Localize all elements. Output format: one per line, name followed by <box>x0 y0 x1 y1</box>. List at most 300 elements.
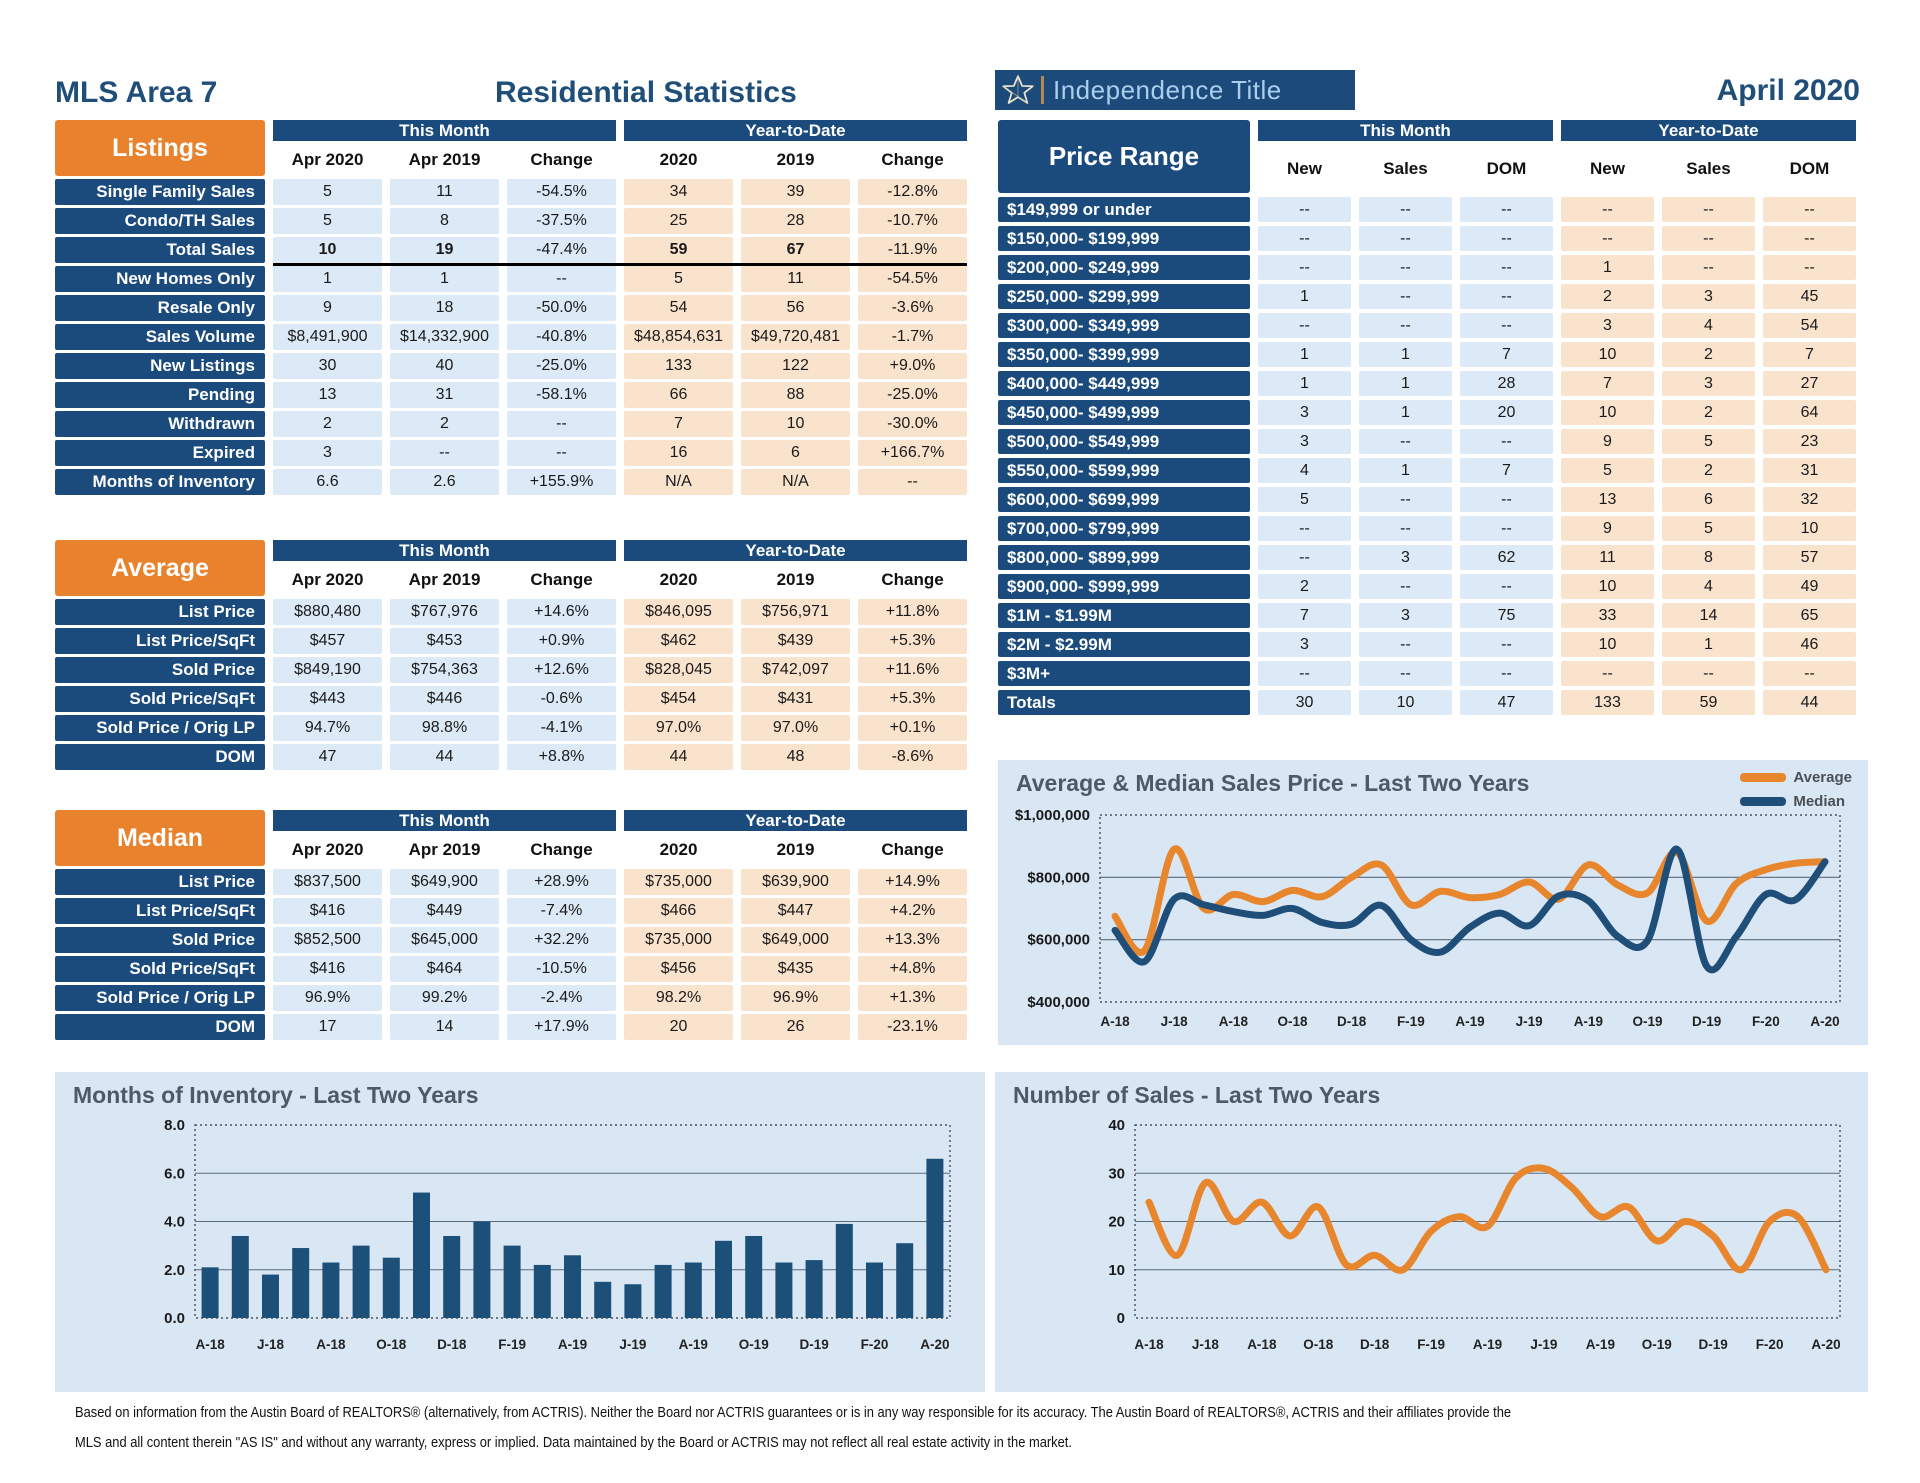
price_range-cell: 13 <box>1561 487 1654 512</box>
price_range-cell: 5 <box>1662 516 1755 541</box>
price_range-column-header: Sales <box>1383 159 1428 178</box>
svg-text:F-20: F-20 <box>1755 1337 1784 1352</box>
average-section-label: Average <box>55 540 265 596</box>
average-cell: $880,480 <box>273 599 382 625</box>
average-cell: -8.6% <box>858 744 967 770</box>
svg-text:6.0: 6.0 <box>164 1165 185 1183</box>
price_range-cell: 5 <box>1561 458 1654 483</box>
price_range-cell: 54 <box>1763 313 1856 338</box>
average-row-label: Sold Price/SqFt <box>55 686 265 712</box>
price_range-cell: -- <box>1359 226 1452 251</box>
median-cell: +32.2% <box>507 927 616 953</box>
svg-text:D-19: D-19 <box>799 1337 829 1352</box>
svg-text:O-18: O-18 <box>376 1337 407 1352</box>
price_range-row-label: $900,000- $999,999 <box>998 574 1250 599</box>
price_range-cell: -- <box>1460 487 1553 512</box>
price_range-row-label: $550,000- $599,999 <box>998 458 1250 483</box>
price_range-cell: 49 <box>1763 574 1856 599</box>
listings-cell: +155.9% <box>507 469 616 495</box>
price_range-cell: -- <box>1359 197 1452 222</box>
median-cell: $639,900 <box>741 869 850 895</box>
average-cell: +0.1% <box>858 715 967 741</box>
svg-text:J-19: J-19 <box>1530 1337 1558 1352</box>
price_range-row-label: $700,000- $799,999 <box>998 516 1250 541</box>
listings-cell: -25.0% <box>507 353 616 379</box>
median-cell: 17 <box>273 1014 382 1040</box>
average-cell: 97.0% <box>741 715 850 741</box>
listings-column-header: Apr 2020 <box>291 150 364 169</box>
median-cell: $435 <box>741 956 850 982</box>
listings-cell: 30 <box>273 353 382 379</box>
listings-row-label: New Listings <box>55 353 265 379</box>
price_range-cell: -- <box>1359 313 1452 338</box>
median-row-label: List Price/SqFt <box>55 898 265 924</box>
price_range-cell: 2 <box>1662 342 1755 367</box>
listings-cell: 3 <box>273 440 382 466</box>
listings-cell: -11.9% <box>858 237 967 263</box>
legend-label-average: Average <box>1793 769 1852 786</box>
listings-cell: 16 <box>624 440 733 466</box>
price_range-row-label: $450,000- $499,999 <box>998 400 1250 425</box>
listings-cell: 6.6 <box>273 469 382 495</box>
median-cell: +4.2% <box>858 898 967 924</box>
average-cell: 97.0% <box>624 715 733 741</box>
price_range-column-header: New <box>1287 159 1322 178</box>
listings-cell: -47.4% <box>507 237 616 263</box>
price_range-cell: 11 <box>1561 545 1654 570</box>
svg-text:A-18: A-18 <box>195 1337 225 1352</box>
listings-cell: $8,491,900 <box>273 324 382 350</box>
price_range-section-label: Price Range <box>998 120 1250 193</box>
svg-text:O-19: O-19 <box>738 1337 769 1352</box>
price_range-cell: -- <box>1561 226 1654 251</box>
price_range-cell: -- <box>1460 516 1553 541</box>
price_range-cell: -- <box>1359 632 1452 657</box>
price_range-cell: -- <box>1460 226 1553 251</box>
listings-cell: -- <box>507 440 616 466</box>
svg-text:F-19: F-19 <box>498 1337 526 1352</box>
price_range-cell: 46 <box>1763 632 1856 657</box>
price_range-cell: 7 <box>1561 371 1654 396</box>
price_range-column-header: DOM <box>1789 159 1830 178</box>
price_range-row-label: $3M+ <box>998 661 1250 686</box>
median-cell: 20 <box>624 1014 733 1040</box>
listings-cell: -- <box>858 469 967 495</box>
average-group-header: Year-to-Date <box>624 540 967 561</box>
price-chart-title: Average & Median Sales Price - Last Two Years <box>1016 770 1530 796</box>
price_range-row-label: $500,000- $549,999 <box>998 429 1250 454</box>
price_range-column-header: New <box>1590 159 1625 178</box>
svg-text:O-18: O-18 <box>1277 1014 1308 1029</box>
average-cell: $454 <box>624 686 733 712</box>
average-cell: +0.9% <box>507 628 616 654</box>
svg-text:J-19: J-19 <box>619 1337 647 1352</box>
price_range-cell: -- <box>1258 516 1351 541</box>
median-cell: $852,500 <box>273 927 382 953</box>
svg-text:A-20: A-20 <box>1810 1014 1840 1029</box>
report-period: April 2020 <box>1716 74 1860 107</box>
avg-median-price-chart <box>998 760 1868 1045</box>
average-cell: 44 <box>390 744 499 770</box>
median-cell: 14 <box>390 1014 499 1040</box>
legend-label-median: Median <box>1793 793 1846 810</box>
median-cell: -7.4% <box>507 898 616 924</box>
price_range-cell: 7 <box>1763 342 1856 367</box>
logo-divider <box>1041 76 1044 104</box>
listings-cell: 9 <box>273 295 382 321</box>
median-row-label: Sold Price/SqFt <box>55 956 265 982</box>
median-cell: $645,000 <box>390 927 499 953</box>
price_range-cell: -- <box>1258 313 1351 338</box>
average-cell: $446 <box>390 686 499 712</box>
average-column-header: Change <box>881 570 944 589</box>
price_range-cell: -- <box>1258 255 1351 280</box>
svg-text:A-18: A-18 <box>1100 1014 1130 1029</box>
listings-row-label: Total Sales <box>55 237 265 263</box>
price_range-cell: 57 <box>1763 545 1856 570</box>
median-row-label: Sold Price / Orig LP <box>55 985 265 1011</box>
median-section-label: Median <box>55 810 265 866</box>
average-cell: 98.8% <box>390 715 499 741</box>
average-cell: $431 <box>741 686 850 712</box>
inventory-chart-title: Months of Inventory - Last Two Years <box>73 1082 479 1108</box>
average-cell: +14.6% <box>507 599 616 625</box>
median-cell: -23.1% <box>858 1014 967 1040</box>
listings-cell: 5 <box>273 179 382 205</box>
svg-text:F-20: F-20 <box>1751 1014 1780 1029</box>
listings-cell: -10.7% <box>858 208 967 234</box>
price_range-cell: 10 <box>1561 632 1654 657</box>
listings-column-header: Change <box>530 150 593 169</box>
listings-row-label: Resale Only <box>55 295 265 321</box>
price_range-cell: 3 <box>1258 400 1351 425</box>
listings-cell: -54.5% <box>507 179 616 205</box>
price_range-cell: 9 <box>1561 516 1654 541</box>
price_range-cell: 10 <box>1561 342 1654 367</box>
price_range-cell: -- <box>1662 661 1755 686</box>
listings-cell: -1.7% <box>858 324 967 350</box>
median-column-header: Apr 2019 <box>408 840 481 859</box>
price_range-row-label: $149,999 or under <box>998 197 1250 222</box>
listings-cell: 8 <box>390 208 499 234</box>
price_range-cell: 3 <box>1258 632 1351 657</box>
average-cell: -4.1% <box>507 715 616 741</box>
price_range-cell: -- <box>1359 487 1452 512</box>
average-cell: $846,095 <box>624 599 733 625</box>
independence-title-logo <box>995 70 1355 110</box>
price_range-cell: 62 <box>1460 545 1553 570</box>
average-cell: $443 <box>273 686 382 712</box>
median-cell: 96.9% <box>273 985 382 1011</box>
median-cell: $464 <box>390 956 499 982</box>
listings-cell: 39 <box>741 179 850 205</box>
median-cell: 99.2% <box>390 985 499 1011</box>
price_range-cell: -- <box>1359 574 1452 599</box>
average-column-header: Change <box>530 570 593 589</box>
price_range-row-label: $250,000- $299,999 <box>998 284 1250 309</box>
disclaimer-line-1: Based on information from the Austin Board of REALTORS® (alternatively, from ACTRIS). Neither the Board nor ACTRIS guarantees or is in any way responsible for its accuracy. The Austin Board of REALTORS®, ACTRIS and their affiliates provide the <box>75 1404 1512 1421</box>
average-cell: +5.3% <box>858 686 967 712</box>
listings-group-header: This Month <box>273 120 616 141</box>
price_range-cell: 1 <box>1662 632 1755 657</box>
listings-cell: -40.8% <box>507 324 616 350</box>
listings-cell: 2 <box>273 411 382 437</box>
median-row-label: DOM <box>55 1014 265 1040</box>
price_range-cell: 44 <box>1763 690 1856 715</box>
price_range-row-label: $200,000- $249,999 <box>998 255 1250 280</box>
median-grid <box>55 810 967 1040</box>
listings-column-header: Change <box>881 150 944 169</box>
listings-cell: 133 <box>624 353 733 379</box>
listings-cell: 1 <box>273 266 382 292</box>
listings-row-label: Withdrawn <box>55 411 265 437</box>
price_range-cell: 30 <box>1258 690 1351 715</box>
svg-text:A-19: A-19 <box>1472 1337 1503 1352</box>
listings-cell: -54.5% <box>858 266 967 292</box>
svg-text:D-19: D-19 <box>1692 1014 1722 1029</box>
svg-text:F-19: F-19 <box>1417 1337 1445 1352</box>
svg-text:A-19: A-19 <box>557 1337 588 1352</box>
svg-text:O-18: O-18 <box>1303 1337 1334 1352</box>
listings-cell: 54 <box>624 295 733 321</box>
listings-cell: 18 <box>390 295 499 321</box>
median-cell: $416 <box>273 898 382 924</box>
listings-cell: -58.1% <box>507 382 616 408</box>
svg-text:A-20: A-20 <box>920 1337 950 1352</box>
average-row-label: List Price/SqFt <box>55 628 265 654</box>
disclaimer-text <box>75 1398 1511 1458</box>
price_range-cell: -- <box>1561 661 1654 686</box>
price_range-row-label: $800,000- $899,999 <box>998 545 1250 570</box>
price_range-cell: 1 <box>1359 458 1452 483</box>
svg-text:A-20: A-20 <box>1811 1337 1841 1352</box>
average-column-header: 2020 <box>659 570 698 589</box>
listings-cell: -50.0% <box>507 295 616 321</box>
average-cell: 44 <box>624 744 733 770</box>
average-cell: $453 <box>390 628 499 654</box>
price_range-cell: 20 <box>1460 400 1553 425</box>
svg-text:10: 10 <box>1108 1261 1125 1279</box>
price_range-cell: 64 <box>1763 400 1856 425</box>
price_range-cell: 3 <box>1258 429 1351 454</box>
average-cell: +12.6% <box>507 657 616 683</box>
price_range-cell: 14 <box>1662 603 1755 628</box>
price_range-cell: 1 <box>1258 284 1351 309</box>
logo-text: Independence Title <box>1053 74 1282 105</box>
listings-cell: -30.0% <box>858 411 967 437</box>
price_range-cell: -- <box>1359 429 1452 454</box>
listings-cell: 11 <box>741 266 850 292</box>
listings-cell: 11 <box>390 179 499 205</box>
price_range-cell: 2 <box>1662 400 1755 425</box>
average-cell: -0.6% <box>507 686 616 712</box>
median-cell: -2.4% <box>507 985 616 1011</box>
price_range-cell: 45 <box>1763 284 1856 309</box>
svg-text:$400,000: $400,000 <box>1027 994 1090 1011</box>
price_range-cell: -- <box>1359 516 1452 541</box>
listings-cell: 10 <box>741 411 850 437</box>
price_range-cell: 4 <box>1662 574 1755 599</box>
median-cell: $735,000 <box>624 927 733 953</box>
svg-text:A-19: A-19 <box>1455 1014 1485 1029</box>
listings-grid <box>55 120 967 495</box>
median-column-header: 2020 <box>659 840 698 859</box>
listings-cell: 5 <box>624 266 733 292</box>
listings-cell: -- <box>507 266 616 292</box>
price_range-cell: 1 <box>1258 371 1351 396</box>
price_range-cell: 3 <box>1662 371 1755 396</box>
price_range-row-label: Totals <box>998 690 1250 715</box>
average-column-header: Apr 2020 <box>291 570 364 589</box>
listings-cell: 67 <box>741 237 850 263</box>
svg-text:O-19: O-19 <box>1641 1337 1672 1352</box>
listings-group-header: Year-to-Date <box>624 120 967 141</box>
price_range-cell: 47 <box>1460 690 1553 715</box>
price_range-cell: 10 <box>1561 574 1654 599</box>
listings-cell: 66 <box>624 382 733 408</box>
svg-text:J-18: J-18 <box>1191 1337 1219 1352</box>
svg-text:30: 30 <box>1108 1165 1125 1183</box>
svg-text:A-18: A-18 <box>1247 1337 1277 1352</box>
price_range-cell: 1 <box>1561 255 1654 280</box>
svg-text:F-20: F-20 <box>860 1337 889 1352</box>
price_range-row-label: $2M - $2.99M <box>998 632 1250 657</box>
listings-cell: -- <box>507 411 616 437</box>
price_range-cell: -- <box>1460 429 1553 454</box>
price_range-cell: 33 <box>1561 603 1654 628</box>
listings-total-divider <box>273 263 967 266</box>
price_range-row-label: $300,000- $349,999 <box>998 313 1250 338</box>
median-cell: +17.9% <box>507 1014 616 1040</box>
price_range-cell: 3 <box>1359 545 1452 570</box>
price_range-cell: -- <box>1359 255 1452 280</box>
svg-text:A-18: A-18 <box>1218 1014 1248 1029</box>
listings-row-label: New Homes Only <box>55 266 265 292</box>
average-column-header: 2019 <box>776 570 815 589</box>
svg-text:A-19: A-19 <box>678 1337 708 1352</box>
price_range-cell: 5 <box>1662 429 1755 454</box>
price_range-group-header: This Month <box>1258 120 1553 141</box>
listings-row-label: Single Family Sales <box>55 179 265 205</box>
price_range-cell: 1 <box>1359 342 1452 367</box>
price_range-cell: -- <box>1460 661 1553 686</box>
price_range-cell: 7 <box>1258 603 1351 628</box>
price_range-cell: 28 <box>1460 371 1553 396</box>
svg-text:D-18: D-18 <box>437 1337 467 1352</box>
listings-cell: 56 <box>741 295 850 321</box>
price_range-cell: -- <box>1561 197 1654 222</box>
median-column-header: Change <box>881 840 944 859</box>
sales-chart-title: Number of Sales - Last Two Years <box>1013 1082 1381 1108</box>
median-cell: $449 <box>390 898 499 924</box>
svg-text:40: 40 <box>1108 1117 1125 1134</box>
svg-text:O-19: O-19 <box>1632 1014 1663 1029</box>
listings-cell: -- <box>390 440 499 466</box>
svg-text:0: 0 <box>1116 1310 1125 1327</box>
median-column-header: 2019 <box>776 840 815 859</box>
median-cell: $416 <box>273 956 382 982</box>
svg-text:A-18: A-18 <box>316 1337 346 1352</box>
median-cell: +28.9% <box>507 869 616 895</box>
price_range-cell: 2 <box>1258 574 1351 599</box>
listings-cell: 34 <box>624 179 733 205</box>
average-group-header: This Month <box>273 540 616 561</box>
price_range-row-label: $1M - $1.99M <box>998 603 1250 628</box>
average-row-label: List Price <box>55 599 265 625</box>
price_range-cell: 4 <box>1662 313 1755 338</box>
svg-text:8.0: 8.0 <box>164 1117 185 1134</box>
listings-cell: 7 <box>624 411 733 437</box>
listings-column-header: 2019 <box>776 150 815 169</box>
price_range-cell: 3 <box>1662 284 1755 309</box>
months-inventory-chart <box>55 1072 985 1392</box>
price_range-cell: -- <box>1460 632 1553 657</box>
median-cell: 98.2% <box>624 985 733 1011</box>
listings-row-label: Expired <box>55 440 265 466</box>
listings-cell: $14,332,900 <box>390 324 499 350</box>
median-cell: $649,900 <box>390 869 499 895</box>
listings-row-label: Condo/TH Sales <box>55 208 265 234</box>
report-title: Residential Statistics <box>495 76 797 109</box>
median-column-header: Apr 2020 <box>291 840 364 859</box>
price_range-row-label: $150,000- $199,999 <box>998 226 1250 251</box>
average-cell: +8.8% <box>507 744 616 770</box>
median-cell: $735,000 <box>624 869 733 895</box>
listings-section-label: Listings <box>55 120 265 176</box>
price_range-cell: 7 <box>1460 458 1553 483</box>
price_range-group-header: Year-to-Date <box>1561 120 1856 141</box>
median-cell: +4.8% <box>858 956 967 982</box>
listings-cell: 40 <box>390 353 499 379</box>
average-cell: 48 <box>741 744 850 770</box>
number-of-sales-plot <box>995 1072 1868 1392</box>
listings-cell: 6 <box>741 440 850 466</box>
disclaimer-line-2: MLS and all content therein "AS IS" and without any warranty, express or implied. Data maintained by the Board or ACTRIS may not reflect all real estate activity in the market. <box>75 1434 1072 1451</box>
svg-text:A-19: A-19 <box>1573 1014 1603 1029</box>
listings-cell: 28 <box>741 208 850 234</box>
price_range-cell: -- <box>1258 226 1351 251</box>
svg-text:F-19: F-19 <box>1396 1014 1425 1029</box>
price_range-cell: -- <box>1460 284 1553 309</box>
median-group-header: This Month <box>273 810 616 831</box>
price_range-row-label: $600,000- $699,999 <box>998 487 1250 512</box>
svg-text:D-19: D-19 <box>1698 1337 1728 1352</box>
average-cell: $742,097 <box>741 657 850 683</box>
average-cell: $849,190 <box>273 657 382 683</box>
listings-cell: $48,854,631 <box>624 324 733 350</box>
listings-cell: -3.6% <box>858 295 967 321</box>
price_range-cell: 75 <box>1460 603 1553 628</box>
price_range-cell: 10 <box>1359 690 1452 715</box>
average-cell: $756,971 <box>741 599 850 625</box>
average-cell: +5.3% <box>858 628 967 654</box>
average-cell: +11.8% <box>858 599 967 625</box>
svg-text:J-19: J-19 <box>1515 1014 1543 1029</box>
average-cell: $754,363 <box>390 657 499 683</box>
listings-cell: 1 <box>390 266 499 292</box>
average-row-label: DOM <box>55 744 265 770</box>
median-cell: +1.3% <box>858 985 967 1011</box>
price_range-cell: -- <box>1763 255 1856 280</box>
average-cell: $457 <box>273 628 382 654</box>
median-cell: $837,500 <box>273 869 382 895</box>
listings-cell: 2.6 <box>390 469 499 495</box>
price_range-cell: 27 <box>1763 371 1856 396</box>
svg-text:20: 20 <box>1108 1213 1125 1231</box>
listings-cell: -37.5% <box>507 208 616 234</box>
price_range-cell: -- <box>1359 284 1452 309</box>
svg-text:D-18: D-18 <box>1360 1337 1390 1352</box>
